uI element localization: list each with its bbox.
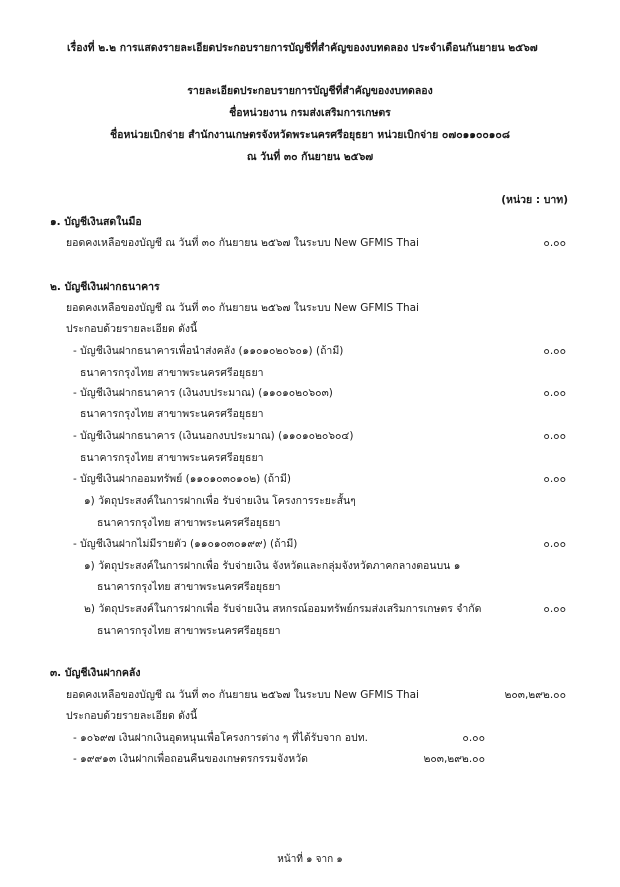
no-id-sub-item-bank: ธนาคารกรุงไทย สาขาพระนครศรีอยุธยา bbox=[97, 581, 281, 593]
disbursing-unit: ชื่อหน่วยเบิกจ่าย สำนักงานเกษตรจังหวัดพระนครศรีอยุธยา หน่วยเบิกจ่าย ๐๗๐๑๑๐๐๑๐๘ bbox=[110, 129, 510, 141]
document-title: รายละเอียดประกอบรายการบัญชีที่สำคัญของงบทดลอง bbox=[187, 85, 433, 97]
section-3-details-label: ประกอบด้วยรายละเอียด ดังนี้ bbox=[66, 710, 198, 722]
section-2-item-value: ๐.๐๐ bbox=[543, 538, 566, 550]
section-2-heading: ๒. บัญชีเงินฝากธนาคาร bbox=[50, 281, 160, 293]
section-3-item-value: ๒๐๓,๒๙๒.๐๐ bbox=[423, 753, 485, 765]
section-3-item-label: - ๑๐๖๙๗ เงินฝากเงินอุดหนุนเพื่อโครงการต่าง ๆ ที่ได้รับจาก อปท. bbox=[73, 732, 368, 744]
savings-sub-item-label: ๑) วัตถุประสงค์ในการฝากเพื่อ รับจ่ายเงิน โครงการระยะสั้นๆ bbox=[84, 495, 356, 507]
section-2-balance-label: ยอดคงเหลือของบัญชี ณ วันที่ ๓๐ กันยายน ๒๕๖๗ ในระบบ New GFMIS Thai bbox=[66, 302, 419, 314]
section-3-heading: ๓. บัญชีเงินฝากคลัง bbox=[50, 667, 141, 679]
no-id-sub-item-value: ๐.๐๐ bbox=[543, 603, 566, 615]
section-2-item-bank: ธนาคารกรุงไทย สาขาพระนครศรีอยุธยา bbox=[80, 367, 264, 379]
section-2-item-bank: ธนาคารกรุงไทย สาขาพระนครศรีอยุธยา bbox=[80, 452, 264, 464]
section-2-item-label: - บัญชีเงินฝากออมทรัพย์ (๑๑๐๑๐๓๐๑๐๒) (ถ้ามี) bbox=[73, 473, 291, 485]
as-of-date: ณ วันที่ ๓๐ กันยายน ๒๕๖๗ bbox=[246, 151, 374, 163]
section-1-heading: ๑. บัญชีเงินสดในมือ bbox=[50, 216, 142, 228]
unit-label: (หน่วย : บาท) bbox=[501, 194, 568, 206]
section-3-item-value: ๐.๐๐ bbox=[462, 732, 485, 744]
section-1-balance-value: ๐.๐๐ bbox=[543, 237, 566, 249]
no-id-sub-item-label: ๑) วัตถุประสงค์ในการฝากเพื่อ รับจ่ายเงิน จังหวัดและกลุ่มจังหวัดภาคกลางตอนบน ๑ bbox=[84, 560, 461, 572]
section-3-balance-label: ยอดคงเหลือของบัญชี ณ วันที่ ๓๐ กันยายน ๒๕๖๗ ในระบบ New GFMIS Thai bbox=[66, 689, 419, 701]
section-1-balance-label: ยอดคงเหลือของบัญชี ณ วันที่ ๓๐ กันยายน ๒๕๖๗ ในระบบ New GFMIS Thai bbox=[66, 237, 419, 249]
section-2-item-label: - บัญชีเงินฝากธนาคาร (เงินนอกงบประมาณ) (๑๑๐๑๐๒๐๖๐๔) bbox=[73, 430, 354, 442]
section-2-details-label: ประกอบด้วยรายละเอียด ดังนี้ bbox=[66, 323, 198, 335]
document-subject: เรื่องที่ ๒.๒ การแสดงรายละเอียดประกอบรายการบัญชีที่สำคัญของงบทดลอง ประจำเดือนกันยายน ๒๕๖๗ bbox=[67, 42, 538, 54]
page-number: หน้าที่ ๑ จาก ๑ bbox=[277, 854, 343, 865]
no-id-sub-item-bank: ธนาคารกรุงไทย สาขาพระนครศรีอยุธยา bbox=[97, 625, 281, 637]
savings-sub-item-bank: ธนาคารกรุงไทย สาขาพระนครศรีอยุธยา bbox=[97, 517, 281, 529]
section-2-item-value: ๐.๐๐ bbox=[543, 345, 566, 357]
section-2-item-value: ๐.๐๐ bbox=[543, 430, 566, 442]
section-2-item-label: - บัญชีเงินฝากธนาคาร (เงินงบประมาณ) (๑๑๐๑๐๒๐๖๐๓) bbox=[73, 387, 333, 399]
section-2-item-value: ๐.๐๐ bbox=[543, 473, 566, 485]
agency-name: ชื่อหน่วยงาน กรมส่งเสริมการเกษตร bbox=[229, 107, 391, 119]
section-2-item-bank: ธนาคารกรุงไทย สาขาพระนครศรีอยุธยา bbox=[80, 408, 264, 420]
section-3-item-label: - ๑๙๙๑๓ เงินฝากเพื่อถอนคืนของเกษตรกรรมจังหวัด bbox=[73, 753, 308, 765]
section-2-item-label: - บัญชีเงินฝากไม่มีรายตัว (๑๑๐๑๐๓๐๑๙๙) (ถ้ามี) bbox=[73, 538, 298, 550]
section-3-balance-value: ๒๐๓,๒๙๒.๐๐ bbox=[504, 689, 566, 701]
section-2-item-label: - บัญชีเงินฝากธนาคารเพื่อนำส่งคลัง (๑๑๐๑๐๒๐๖๐๑) (ถ้ามี) bbox=[73, 345, 344, 357]
section-2-item-value: ๐.๐๐ bbox=[543, 387, 566, 399]
no-id-sub-item-label: ๒) วัตถุประสงค์ในการฝากเพื่อ รับจ่ายเงิน สหกรณ์ออมทรัพย์กรมส่งเสริมการเกษตร จำกัด bbox=[84, 603, 482, 615]
